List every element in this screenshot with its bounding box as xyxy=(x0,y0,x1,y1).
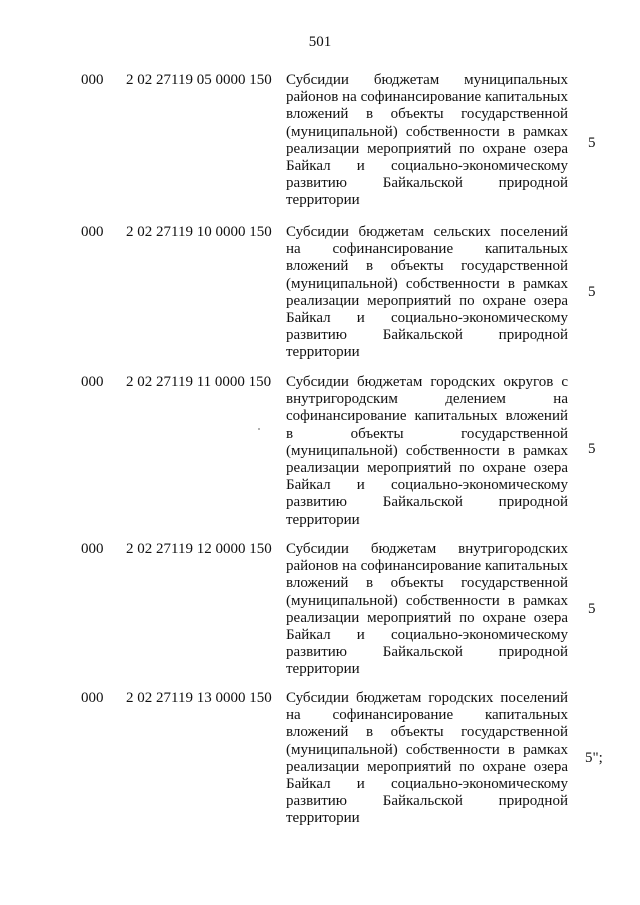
norm-value: 5"; xyxy=(585,750,603,766)
revenue-description: Субсидии бюджетам городских округов с внутригородским делением на софинансирование капитальных вложений в объекты государственной (муниципальной) собственности в рамках реализации мероприятий по охране озера Байкал и социально-экономическому развитию Байкальской природной территории xyxy=(286,374,568,528)
revenue-description: Субсидии бюджетам муниципальных районов на софинансирование капитальных вложений в объекты государственной (муниципальной) собственности в рамках реализации мероприятий по охране озера Байкал и социально-экономическому развитию Байкальской природной территории xyxy=(286,72,568,209)
norm-value: 5 xyxy=(588,135,596,151)
revenue-description: Субсидии бюджетам внутригородских районов на софинансирование капитальных вложений в объекты государственной (муниципальной) собственности в рамках реализации мероприятий по охране озера Байкал и социально-экономическому развитию Байкальской природной территории xyxy=(286,541,568,678)
admin-code: 000 xyxy=(81,541,104,557)
budget-code: 2 02 27119 11 0000 150 xyxy=(126,374,272,390)
admin-code: 000 xyxy=(81,374,104,390)
budget-code: 2 02 27119 10 0000 150 xyxy=(126,224,272,240)
budget-code: 2 02 27119 12 0000 150 xyxy=(126,541,272,557)
admin-code: 000 xyxy=(81,224,104,240)
norm-value: 5 xyxy=(588,601,596,617)
revenue-description: Субсидии бюджетам сельских поселений на софинансирование капитальных вложений в объекты государственной (муниципальной) собственности в рамках реализации мероприятий по охране озера Байкал и социально-экономическому развитию Байкальской природной территории xyxy=(286,224,568,361)
scan-speck xyxy=(258,428,260,430)
admin-code: 000 xyxy=(81,690,104,706)
norm-value: 5 xyxy=(588,284,596,300)
page-number: 501 xyxy=(308,34,332,50)
admin-code: 000 xyxy=(81,72,104,88)
budget-code: 2 02 27119 13 0000 150 xyxy=(126,690,272,706)
norm-value: 5 xyxy=(588,441,596,457)
revenue-description: Субсидии бюджетам городских поселений на софинансирование капитальных вложений в объекты государственной (муниципальной) собственности в рамках реализации мероприятий по охране озера Байкал и социально-экономическому развитию Байкальской природной территории xyxy=(286,690,568,827)
budget-code: 2 02 27119 05 0000 150 xyxy=(126,72,272,88)
